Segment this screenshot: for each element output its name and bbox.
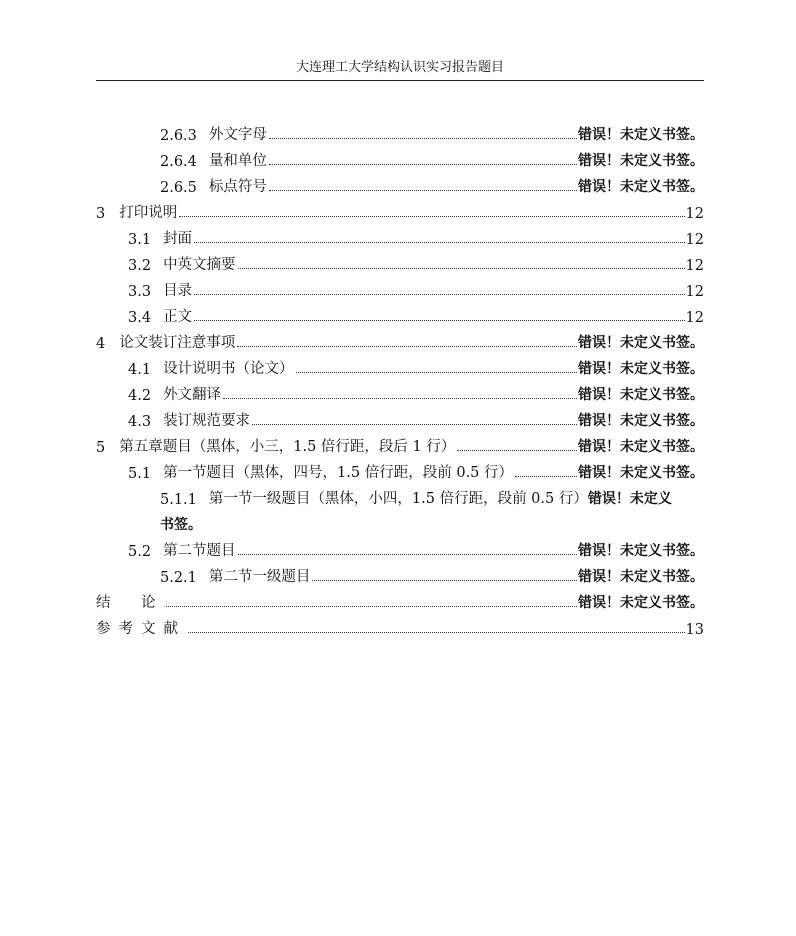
toc-entry-page: 错误！未定义书签。 xyxy=(578,465,704,481)
dot-leader xyxy=(237,346,577,347)
toc-entry-page: 12 xyxy=(685,206,704,222)
toc-entry-page: 12 xyxy=(685,284,704,300)
toc-entry-number: 5.1.1 xyxy=(160,492,197,508)
toc-entry[interactable] xyxy=(96,248,704,274)
toc-entry-number: 5.2.1 xyxy=(160,570,197,586)
toc-entry-page: 错误！未定义书签。 xyxy=(578,413,704,429)
toc-entry-page: 错误！未定义书签。 xyxy=(578,387,704,403)
toc-entry[interactable] xyxy=(96,378,704,404)
toc-entry-title: 封面 xyxy=(163,231,193,247)
toc-entry-page: 错误！未定义书签。 xyxy=(578,543,704,559)
toc-entry[interactable] xyxy=(96,534,704,560)
toc-entry[interactable] xyxy=(96,612,704,638)
dot-leader xyxy=(312,580,577,581)
toc-entry[interactable] xyxy=(96,560,704,586)
toc-entry-5-1-1[interactable] xyxy=(96,482,704,508)
toc-entry[interactable] xyxy=(96,196,704,222)
toc-entry-number: 3 xyxy=(96,206,106,222)
toc-entry-title: 外文翻译 xyxy=(163,387,222,403)
toc-entry[interactable] xyxy=(96,170,704,196)
toc-entry[interactable] xyxy=(96,222,704,248)
dot-leader xyxy=(179,216,684,217)
toc-entry-title: 第一节题目（黑体，四号，1.5 倍行距，段前 0.5 行） xyxy=(163,465,514,481)
toc-entry-title: 第一节一级题目（黑体，小四，1.5 倍行距，段前 0.5 行） xyxy=(208,491,588,507)
dot-leader xyxy=(194,242,684,243)
toc-entry[interactable] xyxy=(96,404,704,430)
dot-leader xyxy=(296,372,577,373)
toc-entry-number: 4.2 xyxy=(128,388,152,404)
toc-entry-page: 错误！未定义书签。 xyxy=(578,569,704,585)
toc-entry-page: 错误！未定义书签。 xyxy=(578,335,704,351)
toc-entry-title: 参考文献 xyxy=(96,621,186,637)
toc-entry-title: 第五章题目（黑体，小三，1.5 倍行距，段后 1 行） xyxy=(119,439,456,455)
toc-entry-title: 量和单位 xyxy=(208,153,267,169)
toc-entry-page: 错误！未定义书签。 xyxy=(578,439,704,455)
toc-entry-page: 12 xyxy=(685,232,704,248)
dot-leader xyxy=(166,606,578,607)
toc-entry-title: 第二节题目 xyxy=(163,543,236,559)
toc-entry-number: 2.6.5 xyxy=(160,180,197,196)
dot-leader xyxy=(238,268,685,269)
dot-leader xyxy=(457,450,577,451)
toc-entry[interactable] xyxy=(96,456,704,482)
toc-entry-number: 4.1 xyxy=(128,362,152,378)
toc-entry-title: 第二节一级题目 xyxy=(208,569,311,585)
toc-entry-page: 错误！未定义书签。 xyxy=(578,127,704,143)
toc-entry[interactable] xyxy=(96,326,704,352)
toc-entry-page: 错误！未定义 xyxy=(587,491,672,507)
toc-entry[interactable] xyxy=(96,352,704,378)
dot-leader xyxy=(188,632,685,633)
toc-entry-page-continued: 书签。 xyxy=(160,517,202,533)
dot-leader xyxy=(269,190,577,191)
dot-leader xyxy=(269,138,577,139)
toc-entry-page: 12 xyxy=(685,310,704,326)
page-header-title: 大连理工大学结构认识实习报告题目 xyxy=(295,60,504,75)
toc-entry-title: 中英文摘要 xyxy=(163,257,236,273)
toc-entry-page: 错误！未定义书签。 xyxy=(578,361,704,377)
toc-entry-title: 外文字母 xyxy=(208,127,267,143)
toc-entry-number: 3.4 xyxy=(128,310,152,326)
dot-leader xyxy=(515,476,577,477)
toc-entry[interactable] xyxy=(96,586,704,612)
toc-entry-title: 装订规范要求 xyxy=(163,413,251,429)
header-rule xyxy=(96,80,704,81)
toc-entry-title: 打印说明 xyxy=(119,205,178,221)
toc-entry-title: 目录 xyxy=(163,283,193,299)
toc-entry-number: 3.3 xyxy=(128,284,152,300)
toc-entry-title: 结 论 xyxy=(96,595,164,611)
toc-entry-page: 错误！未定义书签。 xyxy=(578,595,704,611)
toc-entry-5-1-1-continued xyxy=(96,508,704,534)
toc-entry-page: 13 xyxy=(685,622,704,638)
toc-entry[interactable] xyxy=(96,118,704,144)
toc-entry[interactable] xyxy=(96,300,704,326)
toc-entry-number: 3.2 xyxy=(128,258,152,274)
toc-entry-number: 2.6.3 xyxy=(160,128,197,144)
toc-entry-title: 设计说明书（论文） xyxy=(163,361,294,377)
toc-entry-title: 正文 xyxy=(163,309,193,325)
toc-entry-number: 4 xyxy=(96,336,106,352)
dot-leader xyxy=(238,554,577,555)
toc-entry-number: 2.6.4 xyxy=(160,154,197,170)
toc-entry-page: 错误！未定义书签。 xyxy=(578,179,704,195)
toc-entry[interactable] xyxy=(96,274,704,300)
toc-entry-title: 标点符号 xyxy=(208,179,267,195)
dot-leader xyxy=(223,398,577,399)
toc-entry-number: 5 xyxy=(96,440,106,456)
toc-entry-number: 4.3 xyxy=(128,414,152,430)
toc-entry-title: 论文装订注意事项 xyxy=(119,335,236,351)
toc-entry-number: 5.1 xyxy=(128,466,152,482)
toc-entry-number: 3.1 xyxy=(128,232,152,248)
toc-entry-page: 错误！未定义书签。 xyxy=(578,153,704,169)
dot-leader xyxy=(252,424,577,425)
toc-entry[interactable] xyxy=(96,430,704,456)
dot-leader xyxy=(269,164,577,165)
toc-entry-number: 5.2 xyxy=(128,544,152,560)
toc-entry-page: 12 xyxy=(685,258,704,274)
table-of-contents xyxy=(96,118,704,638)
dot-leader xyxy=(194,294,684,295)
toc-entry[interactable] xyxy=(96,144,704,170)
dot-leader xyxy=(194,320,684,321)
